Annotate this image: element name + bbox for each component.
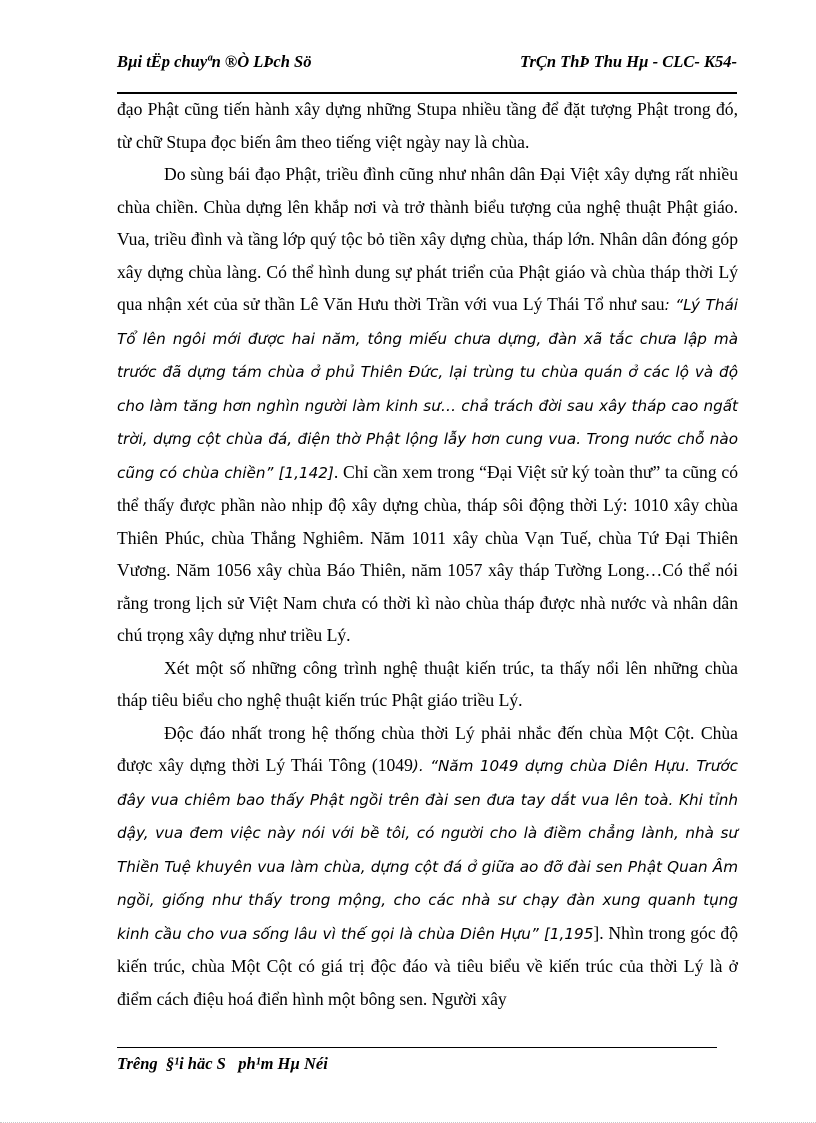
paragraph-4-text-a: Độc đáo nhất trong hệ thống chùa thời Lý phải nhắc đến chùa Một Cột. Chùa được xây dựng thời Lý Thái Tông (1049 — [117, 722, 738, 775]
footer-divider — [117, 1047, 717, 1048]
header-left-title: Bµi tËp chuyªn ®Ò LÞch Sö — [117, 52, 312, 71]
document-body — [117, 93, 738, 1015]
paragraph-2-quote: : “Lý Thái Tổ lên ngôi mới được hai năm, tông miếu chưa dựng, đàn xã tắc chưa lập mà trước đã dựng tám chùa ở phủ Thiên Đức, lại trùng tu chùa quán ở các lộ và độ cho làm tăng hơn nghìn người làm kinh sư… chả trách đời sau xây tháp cao ngất trời, dựng cột chùa đá, điện thờ Phật lộng lẫy hơn cung vua. Trong nước chỗ nào cũng có chùa chiền” [1,142] — [117, 296, 738, 482]
paragraph-2-text-a: Do sùng bái đạo Phật, triều đình cũng như nhân dân Đại Việt xây dựng rất nhiều chùa chiền. Chùa dựng lên khắp nơi và trở thành biểu tượng của nghệ thuật Phật giáo. Vua, triều đình và tầng lớp quý tộc bỏ tiền xây dựng chùa, tháp lớn. Nhân dân đóng góp xây dựng chùa làng. Có thể hình dung sự phát triển của Phật giáo và chùa tháp thời Lý qua nhận xét của sử thần Lê Văn Hưu thời Trần với vua Lý Thái Tổ như sau — [117, 164, 738, 314]
paragraph-2-text-b: . Chỉ cần xem trong “Đại Việt sử ký toàn thư” ta cũng có thể thấy được phần nào nhịp độ xây dựng chùa, tháp sôi động thời Lý: 1010 xây chùa Thiên Phúc, chùa Thắng Nghiêm. Năm 1011 xây chùa Vạn Tuế, chùa Tứ Đại Thiên Vương. Năm 1056 xây chùa Báo Thiên, năm 1057 xây tháp Tường Long…Có thể nói rằng trong lịch sử Việt Nam chưa có thời kì nào chùa tháp được nhà nước và nhân dân chú trọng xây dựng như triều Lý. — [117, 461, 738, 645]
page-footer: Trêng §¹i häc S ph¹m Hµ Néi — [117, 1054, 328, 1073]
paragraph-2 — [117, 158, 738, 652]
page-header — [117, 52, 737, 94]
paragraph-1: đạo Phật cũng tiến hành xây dựng những Stupa nhiều tầng để đặt tượng Phật trong đó, từ chữ Stupa đọc biến âm theo tiếng việt ngày nay là chùa. — [117, 99, 738, 152]
paragraph-4 — [117, 717, 738, 1016]
paragraph-3: Xét một số những công trình nghệ thuật kiến trúc, ta thấy nổi lên những chùa tháp tiêu biểu cho nghệ thuật kiến trúc Phật giáo triều Lý. — [117, 657, 738, 710]
header-right-author: TrÇn ThÞ Thu Hµ - CLC- K54- — [519, 52, 737, 71]
paragraph-4-text-b: ]. Nhìn trong góc độ kiến trúc, chùa Một Cột có giá trị độc đáo và tiêu biểu về kiến trúc của thời Lý là ở điểm cách điệu hoá điển hình một bông sen. Người xây — [117, 922, 738, 1009]
paragraph-4-quote: ). “Năm 1049 dựng chùa Diên Hựu. Trước đây vua chiêm bao thấy Phật ngồi trên đài sen đưa tay dắt vua lên toà. Khi tỉnh dậy, vua đem việc này nói với bề tôi, có người cho là điềm chẳng lành, nhà sư Thiền Tuệ khuyên vua làm chùa, dựng cột đá ở giữa ao đỡ đài sen Phật Quan Âm ngồi, giống như thấy trong mộng, cho các nhà sư chạy đàn xung quanh tụng kinh cầu cho vua sống lâu vì thế gọi là chùa Diên Hựu” [1,195 — [117, 757, 738, 943]
